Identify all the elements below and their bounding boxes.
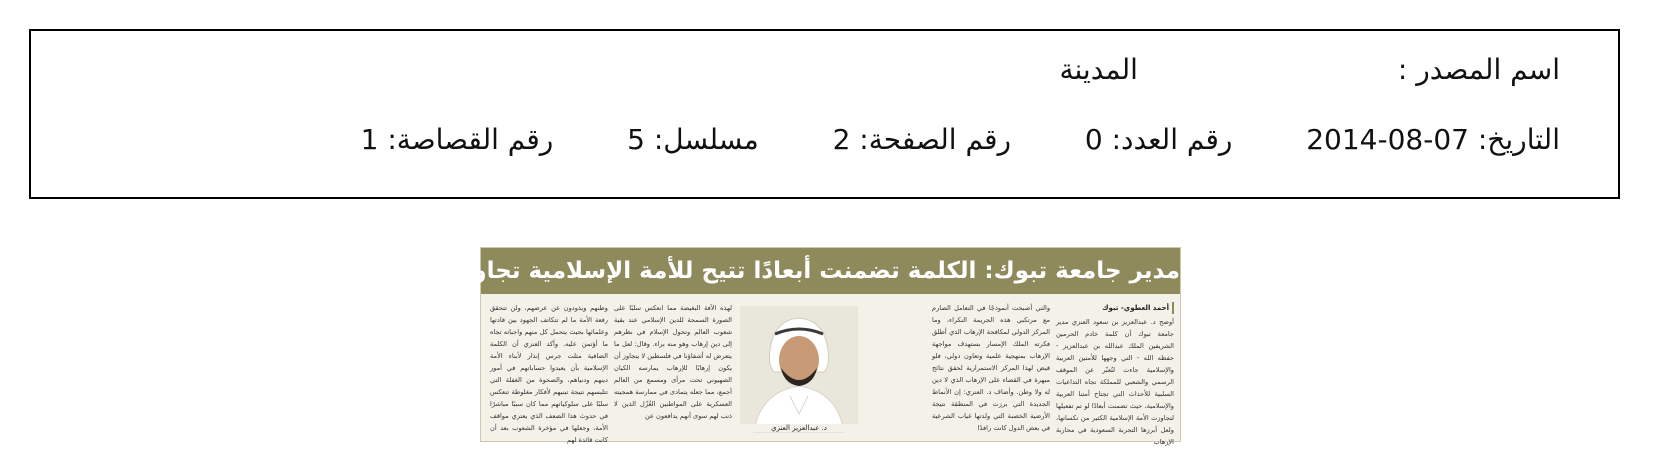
clip-value: 1 [360, 123, 379, 156]
issue-value: 0 [1084, 123, 1103, 156]
column-text-3: لهذه الآفة البغيضة مما انعكس سلبًا على الصورة السمحة للدين الإسلامي عند بقية شعوب العالم وتحول الإسلام في نظرهم إلى دين إرهاب وهو منه براء. وقال: لعل ما يتعرض له أشقاؤنا في فلسطين لا يتجاوز أن يكون إرهابًا للإرهاب يمارسه الكيان الصهيوني تحت مرأى ومسمع من العالم أجمع، مما جعله يتمادى في ممارسة همجيته العسكرية على المواطنين العُزّل الذين لا ذنب لهم سوى أنهم يدافعون عن [614, 304, 732, 420]
source-info-box [29, 29, 1620, 199]
page-value: 2 [832, 123, 851, 156]
serial-label: مسلسل: [653, 123, 759, 156]
author-photo [740, 306, 858, 432]
column-text-4: وطنهم ويذودون عن عرضهم، ولن تتحقق رفعة الأمة ما لم تتكاتف الجهود بين قادتها وعلمائها بحيث يتحمل كل منهم واجباته تجاه ما أؤتمن عليه. وأكد العنزي أن الكلمة الضافية مثلت جرس إنذار لأبناء الأمة الإسلامية بأن يعيدوا حساباتهم في أمور دينهم ودنياهم، والصحوة من الغفلة التي تتلبسهم نتيجة تبنيهم لأفكار مغلوطة تنعكس سلبًا على سلوكياتهم مما كان سببًا مباشرًا في حدوث هذا الضعف الذي يعتري مواقف الأمة، وجعلها في مؤخرة الشعوب بعد أن كانت قائدة لهم [490, 304, 608, 444]
column-text-1: أوضح د. عبدالعزيز بن سعود العنزي مدير جامعة تبوك أن كلمة خادم الحرمين الشريفين الملك عبدالله بن عبدالعزيز - حفظه الله - التي وجهها للأمتين العربية والإسلامية جاءت لتُعبّر عن الموقف الرسمي والشعبي للمملكة تجاه التداعيات السلبية للأحداث التي تجتاح أمتنا العربية والإسلامية، حيث تضمنت أبعادًا لو تم تفعيلها لتجاوزت الأمة الإسلامية الكثير من نكساتها، ولعل أبرزها التجربة السعودية في محاربة الإرهاب [1056, 318, 1174, 446]
photo-caption: د. عبدالعزيز العنزي [740, 424, 858, 432]
source-value: المدينة [1059, 53, 1138, 86]
date-label: التاريخ: [1477, 123, 1560, 156]
page-label: رقم الصفحة: [859, 123, 1012, 156]
column-text-2: والتي أصبحت أنموذجًا في التعامل الصارم مع مرتكبي هذه الجريمة النكراء، وما المركز الدولي لمكافحة الإرهاب الذي أطلق فكرته الملك الإمسار بستهدف مواجهة الإرهاب بمنهجية علمية وتعاون دولي، فلو قيض لهذا المركز الاستمرارية لحقق نتائج مبهرة في القضاء على الإرهاب الذي لا دين له ولا وطن. وأضاف د. العنزي: إن الأنماط الجديدة التي برزت في المنطقة نتيجة الأرضية الخصبة التي ولدتها غياب الشرعية في بعض الدول كانت رافدًا [932, 304, 1050, 432]
newspaper-clipping [356, 247, 1181, 446]
metadata-row [361, 123, 1560, 156]
article-column-2 [932, 302, 1050, 432]
source-label: اسم المصدر : [1397, 53, 1560, 86]
source-row [1059, 53, 1560, 86]
clipping-headline: مدير جامعة تبوك: الكلمة تضمنت أبعادًا تتيح للأمة الإسلامية تجاوز النكسات [481, 248, 1180, 294]
date-value: 2014-08-07 [1306, 123, 1469, 156]
article-byline: أحمد العطوي- تبوك [1056, 302, 1174, 314]
issue-label: رقم العدد: [1111, 123, 1233, 156]
article-column-1 [1056, 302, 1174, 446]
portrait-image [740, 306, 858, 432]
clip-label: رقم القصاصة: [387, 123, 554, 156]
article-column-4 [490, 302, 608, 444]
serial-value: 5 [627, 123, 645, 156]
article-column-3 [614, 302, 732, 432]
